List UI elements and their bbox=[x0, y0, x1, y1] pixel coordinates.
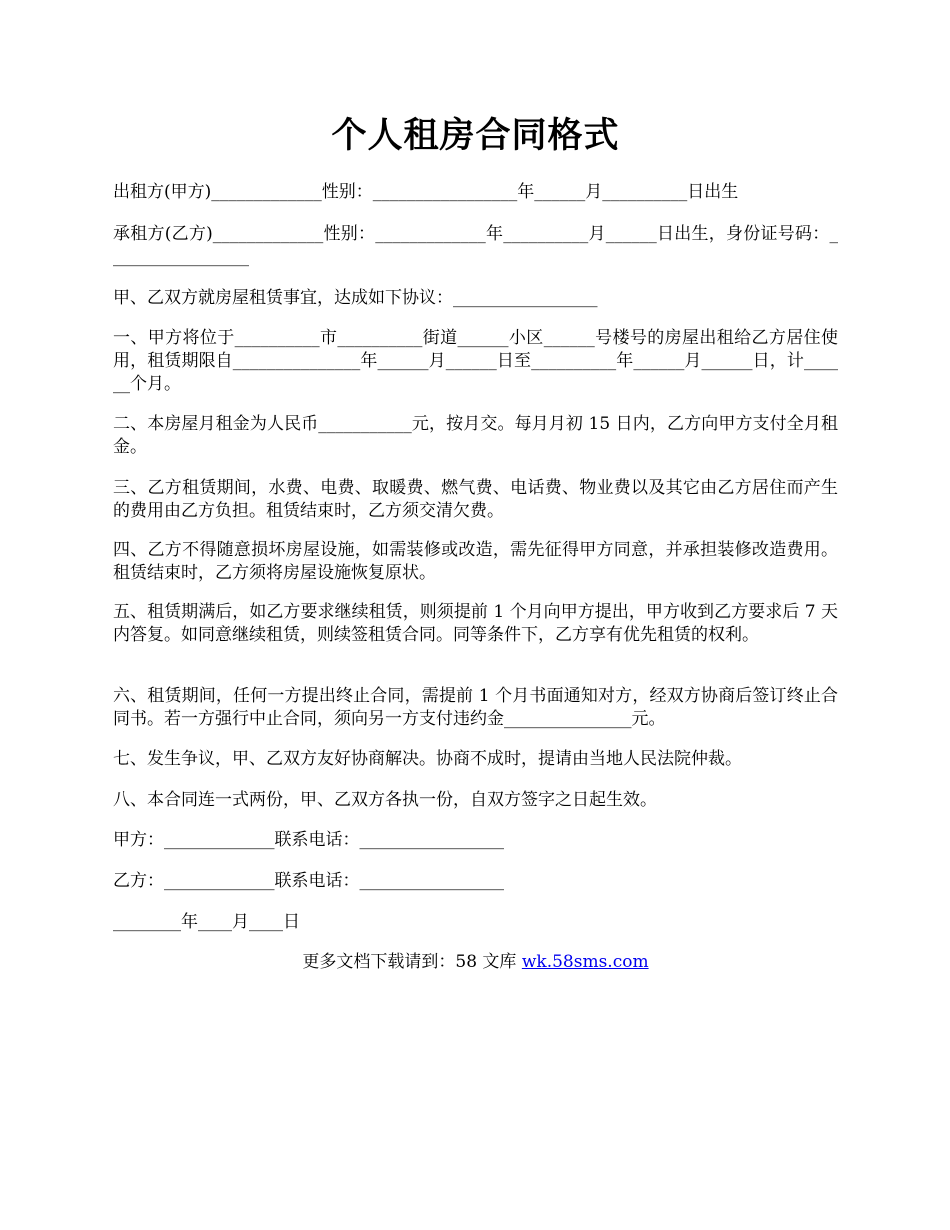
agreement-intro: 甲、乙双方就房屋租赁事宜，达成如下协议：_________________ bbox=[113, 288, 598, 308]
party-b-signature-line: 乙方：_____________联系电话：_________________ bbox=[113, 871, 504, 891]
party-a-signature-line: 甲方：_____________联系电话：_________________ bbox=[113, 830, 504, 850]
lessor-info-line: 出租方(甲方)_____________性别：_________________年______月__________日出生 bbox=[113, 182, 739, 202]
clause-3: 三、乙方租赁期间，水费、电费、取暖费、燃气费、电话费、物业费以及其它由乙方居住而产生的费用由乙方负担。租赁结束时，乙方须交清欠费。 bbox=[113, 478, 838, 521]
clause-1: 一、甲方将位于__________市__________街道______小区______号楼号的房屋出租给乙方居住使用，租赁期限自_______________年______月______日至__________年______月______日，计______个月。 bbox=[113, 328, 838, 394]
lessee-info-line: 承租方(乙方)_____________性别：_____________年__________月______日出生，身份证号码：_________________ bbox=[113, 224, 838, 267]
clause-8: 八、本合同连一式两份，甲、乙双方各执一份，自双方签字之日起生效。 bbox=[113, 790, 657, 810]
footer-note bbox=[113, 951, 838, 974]
document-title: 个人租房合同格式 bbox=[331, 115, 620, 156]
clause-4: 四、乙方不得随意损坏房屋设施，如需装修或改造，需先征得甲方同意，并承担装修改造费用。租赁结束时，乙方须将房屋设施恢复原状。 bbox=[113, 540, 838, 583]
footer-prefix: 更多文档下载请到：58 文库 bbox=[302, 952, 522, 972]
clause-6: 六、租赁期间，任何一方提出终止合同，需提前 1 个月书面通知对方，经双方协商后签订终止合同书。若一方强行中止合同，须向另一方支付违约金_______________元。 bbox=[113, 686, 838, 729]
footer-link[interactable]: wk.58sms.com bbox=[521, 952, 649, 972]
clause-7: 七、发生争议，甲、乙双方友好协商解决。协商不成时，提请由当地人民法院仲裁。 bbox=[113, 749, 742, 769]
clause-2: 二、本房屋月租金为人民币___________元，按月交。每月月初 15 日内，乙方向甲方支付全月租金。 bbox=[113, 414, 838, 457]
date-line: ________年____月____日 bbox=[113, 912, 300, 932]
clause-5: 五、租赁期满后，如乙方要求继续租赁，则须提前 1 个月向甲方提出，甲方收到乙方要求后 7 天内答复。如同意继续租赁，则续签租赁合同。同等条件下，乙方享有优先租赁的权利。 bbox=[113, 602, 838, 645]
